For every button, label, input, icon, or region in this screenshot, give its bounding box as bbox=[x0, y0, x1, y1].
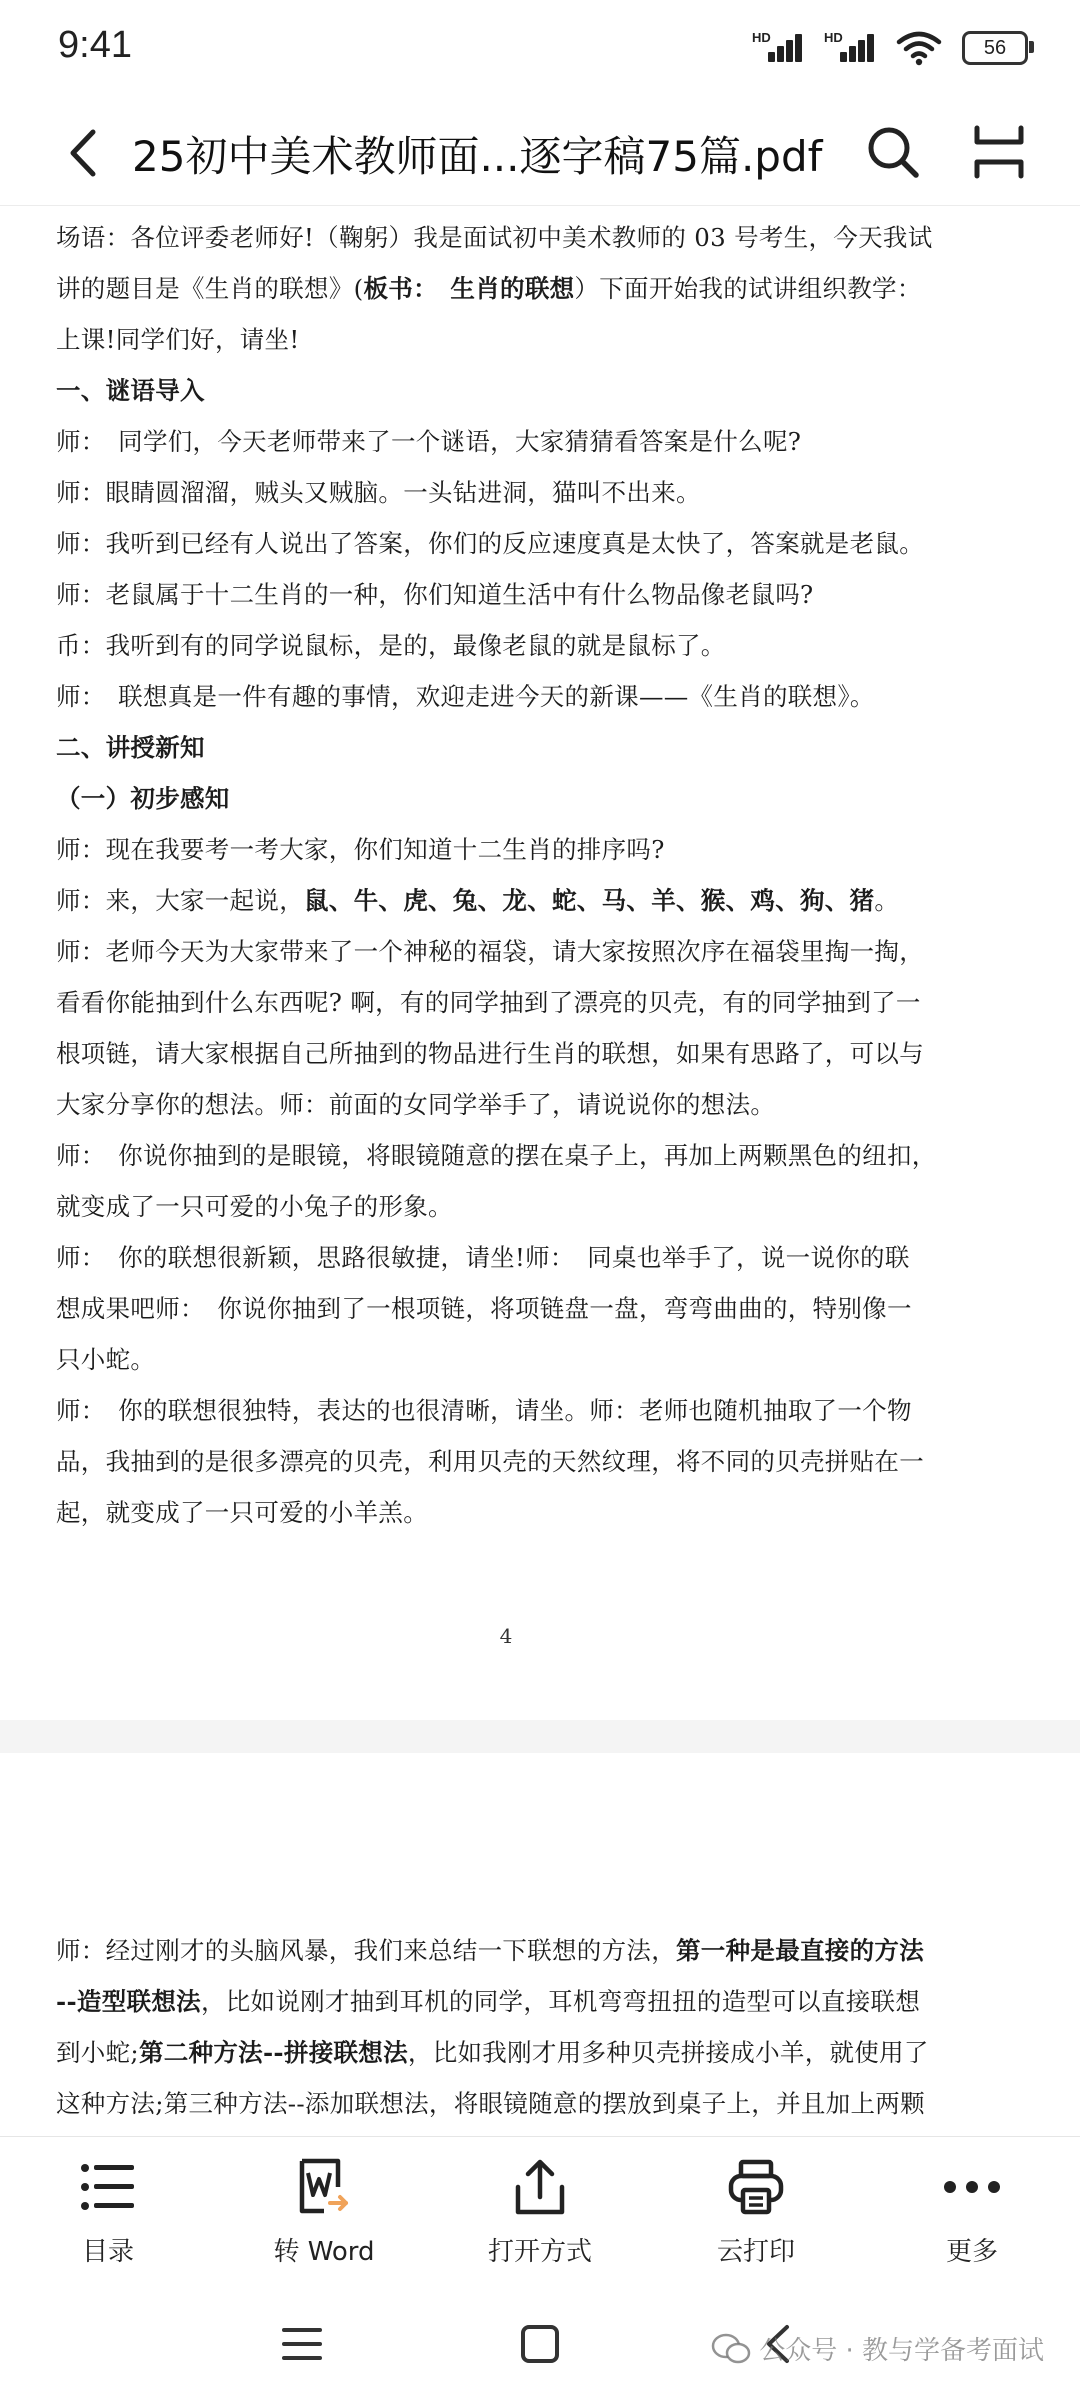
text-run: 品，我抽到的是很多漂亮的贝壳，利用贝壳的天然纹理，将不同的贝壳拼贴在一 bbox=[56, 1447, 924, 1476]
system-nav-bar bbox=[0, 2286, 1080, 2401]
signal-icon-1 bbox=[752, 30, 804, 66]
text-run: 师： 同学们，今天老师带来了一个谜语，大家猜猜看答案是什么呢? bbox=[56, 427, 802, 456]
bold-text: 板书： 生肖的联想 bbox=[363, 274, 575, 303]
pdf-page-4 bbox=[0, 206, 1080, 1720]
text-run: 起，就变成了一只可爱的小羊羔。 bbox=[56, 1498, 428, 1527]
text-run: 币：我听到有的同学说鼠标，是的，最像老鼠的就是鼠标了。 bbox=[56, 631, 726, 660]
fit-page-button[interactable] bbox=[964, 117, 1034, 187]
toolbar-label: 目录 bbox=[81, 2237, 134, 2267]
status-icons bbox=[752, 30, 1028, 66]
text-line bbox=[56, 1976, 976, 2027]
fit-page-icon bbox=[971, 124, 1027, 180]
text-line bbox=[56, 671, 976, 722]
more-icon bbox=[940, 2155, 1004, 2219]
wifi-icon bbox=[896, 30, 942, 66]
bold-text: 二、讲授新知 bbox=[56, 733, 205, 762]
bottom-toolbar bbox=[0, 2136, 1080, 2287]
title-bar bbox=[0, 100, 1080, 206]
text-line bbox=[56, 1925, 976, 1976]
status-bar bbox=[0, 0, 1080, 100]
text-run: 师：现在我要考一考大家，你们知道十二生肖的排序吗? bbox=[56, 835, 665, 864]
text-run: 师： 你说你抽到的是眼镜，将眼镜随意的摆在桌子上，再加上两颗黑色的纽扣， bbox=[56, 1141, 937, 1170]
bold-text: （一）初步感知 bbox=[56, 784, 230, 813]
text-line bbox=[56, 1079, 976, 1130]
home-icon bbox=[520, 2324, 560, 2364]
signal-icon-2 bbox=[824, 30, 876, 66]
text-line bbox=[56, 1385, 976, 1436]
text-run: ，比如说刚才抽到耳机的同学，耳机弯弯扭扭的造型可以直接联想 bbox=[200, 1987, 921, 2016]
text-line bbox=[56, 620, 976, 671]
text-line bbox=[56, 1487, 976, 1538]
text-run: 师： 你的联想很新颖，思路很敏捷，请坐!师： 同桌也举手了，说一说你的联 bbox=[56, 1243, 910, 1272]
text-line bbox=[56, 977, 976, 1028]
toolbar-label: 更多 bbox=[945, 2237, 998, 2267]
text-line bbox=[56, 875, 976, 926]
text-line bbox=[56, 1283, 976, 1334]
text-run: 师：老师今天为大家带来了一个神秘的福袋，请大家按照次序在福袋里掏一掏， bbox=[56, 937, 924, 966]
text-run: 上课!同学们好，请坐! bbox=[56, 325, 300, 354]
menu-icon bbox=[282, 2326, 322, 2362]
bold-text: 第二种方法--拼接联想法 bbox=[138, 2038, 408, 2067]
text-run: 看看你能抽到什么东西呢? 啊，有的同学抽到了漂亮的贝壳，有的同学抽到了一 bbox=[56, 988, 921, 1017]
text-line bbox=[56, 365, 976, 416]
toolbar-item-open-with[interactable] bbox=[460, 2155, 620, 2268]
share-icon bbox=[508, 2155, 572, 2219]
text-run: 师：我听到已经有人说出了答案，你们的反应速度真是太快了，答案就是老鼠。 bbox=[56, 529, 924, 558]
text-line bbox=[56, 263, 976, 314]
text-run: 就变成了一只可爱的小兔子的形象。 bbox=[56, 1192, 453, 1221]
text-run: 师：老鼠属于十二生肖的一种，你们知道生活中有什么物品像老鼠吗? bbox=[56, 580, 814, 609]
text-line bbox=[56, 722, 976, 773]
search-icon bbox=[865, 124, 921, 180]
toolbar-item-convert-word[interactable] bbox=[244, 2155, 404, 2268]
text-line bbox=[56, 569, 976, 620]
text-line bbox=[56, 2027, 976, 2078]
text-line bbox=[56, 416, 976, 467]
printer-icon bbox=[724, 2155, 788, 2219]
sim2-label: HD bbox=[824, 30, 843, 45]
document-title: 25初中美术教师面...逐字稿75篇.pdf bbox=[132, 132, 823, 181]
watermark bbox=[711, 2330, 1044, 2367]
text-run: 讲的题目是《生肖的联想》( bbox=[56, 274, 364, 303]
text-line bbox=[56, 314, 976, 365]
text-run: 只小蛇。 bbox=[56, 1345, 156, 1374]
toolbar-label: 打开方式 bbox=[487, 2237, 592, 2267]
text-run: 师：眼睛圆溜溜，贼头又贼脑。一头钻进洞，猫叫不出来。 bbox=[56, 478, 701, 507]
wechat-icon bbox=[711, 2333, 751, 2365]
nav-home-button[interactable] bbox=[510, 2314, 570, 2374]
back-button[interactable] bbox=[48, 118, 118, 188]
chevron-left-icon bbox=[63, 128, 103, 178]
text-run: 师： 联想真是一件有趣的事情，欢迎走进今天的新课——《生肖的联想》。 bbox=[56, 682, 875, 711]
text-line bbox=[56, 773, 976, 824]
toolbar-item-cloud-print[interactable] bbox=[676, 2155, 836, 2268]
text-line bbox=[56, 1334, 976, 1385]
text-run: 师：经过刚才的头脑风暴，我们来总结一下联想的方法， bbox=[56, 1936, 676, 1965]
text-line bbox=[56, 467, 976, 518]
nav-menu-button[interactable] bbox=[272, 2314, 332, 2374]
text-line bbox=[56, 518, 976, 569]
battery-level: 56 bbox=[983, 36, 1007, 59]
text-line bbox=[56, 1181, 976, 1232]
text-run: 师： 你的联想很独特，表达的也很清晰，请坐。师：老师也随机抽取了一个物 bbox=[56, 1396, 912, 1425]
text-run: ）下面开始我的试讲组织教学： bbox=[574, 274, 922, 303]
text-run: 根项链，请大家根据自己所抽到的物品进行生肖的联想，如果有思路了，可以与 bbox=[56, 1039, 924, 1068]
toolbar-item-more[interactable] bbox=[892, 2155, 1052, 2268]
text-run: 这种方法;第三种方法--添加联想法，将眼镜随意的摆放到桌子上，并且加上两颗 bbox=[56, 2089, 925, 2118]
search-button[interactable] bbox=[858, 117, 928, 187]
list-icon bbox=[76, 2155, 140, 2219]
bold-text: 一、谜语导入 bbox=[56, 376, 205, 405]
text-line bbox=[56, 1232, 976, 1283]
battery-icon bbox=[962, 31, 1028, 65]
watermark-text: 公众号 · 教与学备考面试 bbox=[759, 2336, 1044, 2366]
toolbar-item-toc[interactable] bbox=[28, 2155, 188, 2268]
text-run: 大家分享你的想法。师：前面的女同学举手了，请说说你的想法。 bbox=[56, 1090, 776, 1119]
bold-text: 第一种是最直接的方法 bbox=[676, 1936, 924, 1965]
bold-text: --造型联想法 bbox=[56, 1987, 201, 2016]
text-run: 场语：各位评委老师好!（鞠躬）我是面试初中美术教师的 03 号考生，今天我试 bbox=[56, 223, 933, 252]
sim1-label: HD bbox=[752, 30, 771, 45]
word-convert-icon bbox=[292, 2155, 356, 2219]
bold-text: 鼠、牛、虎、兔、龙、蛇、马、羊、猴、鸡、狗、猪 bbox=[304, 886, 875, 915]
text-run: 到小蛇; bbox=[56, 2038, 139, 2067]
text-run: 师：来，大家一起说， bbox=[56, 886, 304, 915]
text-line bbox=[56, 1028, 976, 1079]
text-run: ，比如我刚才用多种贝壳拼接成小羊，就使用了 bbox=[407, 2038, 929, 2067]
text-run: 。 bbox=[874, 886, 900, 915]
text-line bbox=[56, 1130, 976, 1181]
document-viewer[interactable] bbox=[0, 206, 1080, 2136]
page-number: 4 bbox=[499, 1624, 513, 1648]
text-line bbox=[56, 2078, 976, 2129]
text-run: 想成果吧师： 你说你抽到了一根项链，将项链盘一盘，弯弯曲曲的，特别像一 bbox=[56, 1294, 912, 1323]
toolbar-label: 云打印 bbox=[716, 2237, 795, 2267]
text-line bbox=[56, 926, 976, 977]
text-line bbox=[56, 824, 976, 875]
text-line bbox=[56, 212, 976, 263]
status-time: 9:41 bbox=[58, 24, 132, 66]
page-text bbox=[56, 212, 976, 1538]
text-line bbox=[56, 1436, 976, 1487]
toolbar-label: 转 Word bbox=[273, 2237, 375, 2267]
